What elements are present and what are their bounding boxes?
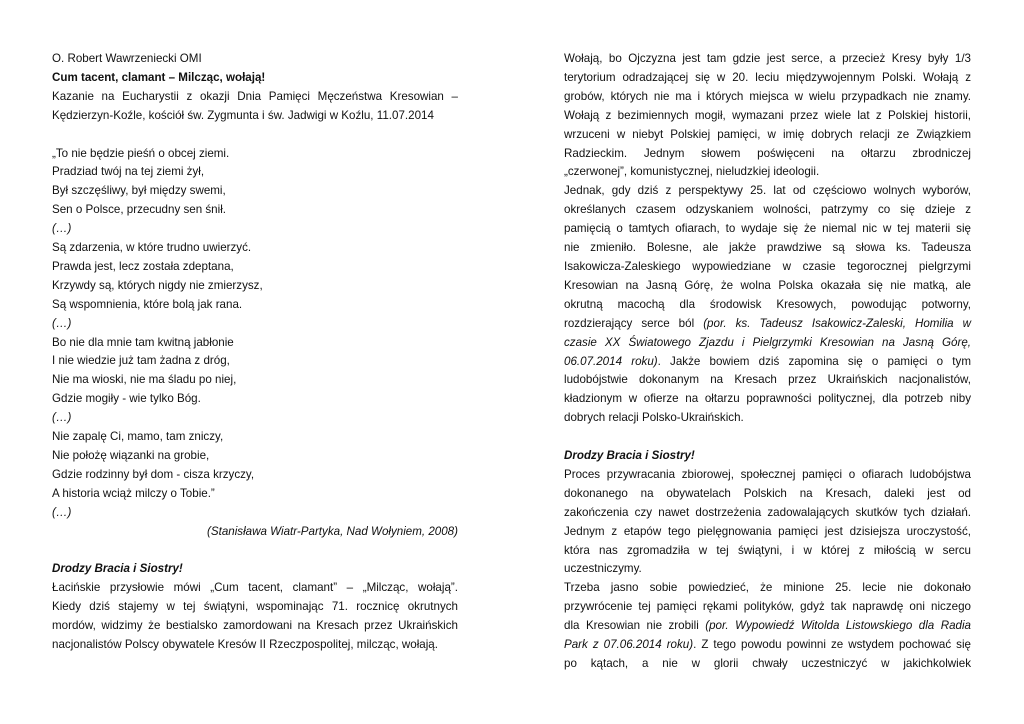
paragraph-line: Isakowicza-Zaleskiego wypowiedziane w czasie tegorocznej pielgrzymi [564,259,971,273]
poem-line: Był szczęśliwy, był między swemi, [52,184,226,198]
paragraph-line: Proces przywracania zbiorowej, społecznej pamięci o ofiarach ludobójstwa [564,467,971,481]
paragraph-line: wrzuceni w niebyt Polskiej pamięci, w imię dobrych relacji ze Związkiem [564,127,971,141]
poem-ellipsis: (…) [52,222,72,236]
paragraph-line: po kątach, a nie w glorii chwały uczestniczyć w jakichkolwiek [564,656,971,670]
paragraph-line: okrutną macochą dla środowisk Kresowych, powodując potworny, [564,297,971,311]
citation-run: (por. Wypowiedź Witolda Listowskiego dla Radia [705,619,971,633]
poem-line: A historia wciąż milczy o Tobie.” [52,486,215,500]
text-run: . Z tego powodu powinni ze wstydem pochować się [693,638,971,652]
citation-line: czasie XX Światowego Zjazdu i Pielgrzymki Kresowian na Jasną Górę, [564,335,971,349]
poem-line: I nie wiedzie już tam żadna z dróg, [52,354,230,368]
poem-line: Są zdarzenia, w które trudno uwierzyć. [52,241,252,255]
paragraph-line: nie zmieniło. Bolesne, ale jakże prawdziwe są słowa ks. Tadeusza [564,241,971,255]
paragraph-line: dobrych relacji Polsko-Ukraińskich. [564,411,744,425]
poem-citation: (Stanisława Wiatr-Partyka, Nad Wołyniem, 2008) [207,524,458,538]
spacer [52,542,458,561]
left-column [52,50,458,655]
text-run: rozdzierający serce ból [564,316,704,330]
paragraph-line: przywrócenie tej pamięci rękami polityków, gdyż tak naprawdę oni niczego [564,600,971,614]
paragraph-line: Wołają, bo Ojczyzna jest tam gdzie jest serce, a przecież Kresy były 1/3 [564,52,971,65]
poem [52,145,458,523]
poem-ellipsis: (…) [52,505,72,519]
paragraph-line [564,315,971,334]
paragraph-line: pamięcią o tamtych ofiarach, to wydaje się że niemal nic w tej materii się [564,222,971,236]
spacer [564,428,971,447]
text-run: dla Kresowian nie zrobili [564,619,706,633]
paragraph-line: ludobójstwie dokonanym na Kresach przez Ukraińskich nacjonalistów, [564,373,971,387]
paragraph-line: Kresowian na Jasną Górę, że wolna Polska okazała się nie matką, ale [564,278,971,292]
greeting: Drodzy Bracia i Siostry! [52,562,183,576]
paragraph-line [564,617,971,636]
poem-line: Bo nie dla mnie tam kwitną jabłonie [52,335,234,349]
citation-run: 06.07.2014 roku) [564,354,658,368]
paragraph-line: nacjonalistów Polscy obywatele Kresów II Rzeczpospolitej, milcząc, wołają. [52,638,438,652]
paragraph-line: terytorium odradzającej się w 20. leciu międzywojennym Polski. Wołają z [564,70,971,84]
citation-run: Park z 07.06.2014 roku) [564,638,694,652]
poem-ellipsis: (…) [52,411,72,425]
spacer [52,126,458,145]
paragraph-line [564,353,971,372]
poem-line: Prawda jest, lecz została zdeptana, [52,259,234,273]
paragraph-line: określanych czasem odzyskaniem wolności, patrzymy co się dzieje z [564,203,971,217]
paragraph-line: zakończenia czy nawet dostrzeżenia zadowalających skutków tych działań. [564,505,971,519]
paragraph-line: Kiedy dziś stajemy w tej świątyni, wspominając 71. rocznicę okrutnych [52,600,458,614]
greeting: Drodzy Bracia i Siostry! [564,449,695,463]
paragraph-line: która nas zgromadziła w tej świątyni, i w której z miłością w sercu [564,543,971,557]
paragraph-line: mordów, widzimy że bestialsko zamordowani na Kresach przez Ukraińskich [52,619,458,633]
poem-line: Nie ma wioski, nie ma śladu po niej, [52,373,237,387]
poem-line: Pradziad twój na tej ziemi żył, [52,165,205,179]
paragraph-line: grobów, których nie ma i których miejsca w wielu przypadkach nie znamy. [564,89,971,103]
paragraph-line: Jednak, gdy dziś z perspektywy 25. lat od częściowo wolnych wyborów, [564,184,971,198]
paragraph-line: Radzieckim. Jednym słowem poświęceni na ołtarzu zbrodniczej [564,146,971,160]
paragraph-line: dokonanego na obywatelach Polskich na Kresach, daleki jest od [564,486,971,500]
paragraph-line: Wołają z bezimiennych mogił, wymazani przez wiele lat z Polskiej historii, [564,108,971,122]
poem-line: Nie zapalę Ci, mamo, tam zniczy, [52,430,224,444]
poem-line: Gdzie rodzinny był dom - cisza krzyczy, [52,467,255,481]
paragraph-line: Jednym z etapów tego pielęgnowania pamięci jest dzisiejsza uroczystość, [564,524,971,538]
poem-line: „To nie będzie pieśń o obcej ziemi. [52,146,230,160]
paragraph-line [564,636,971,655]
occasion-line: Kędzierzyn-Koźle, kościół św. Zygmunta i św. Jadwigi w Koźlu, 11.07.2014 [52,108,434,122]
paragraph-line: Łacińskie przysłowie mówi „Cum tacent, clamant” – „Milcząc, wołają”. [52,581,458,595]
author-line: O. Robert Wawrzeniecki OMI [52,52,202,65]
poem-line: Krzywdy są, których nigdy nie zmierzysz, [52,278,263,292]
poem-line: Gdzie mogiły - wie tylko Bóg. [52,392,201,406]
poem-ellipsis: (…) [52,316,72,330]
paragraph-line: uczestniczymy. [564,562,642,576]
sermon-title: Cum tacent, clamant – Milcząc, wołają! [52,70,266,84]
text-run: . Jakże bowiem dziś zapomina się o pamięci o tym [657,354,971,368]
citation-run: (por. ks. Tadeusz Isakowicz-Zaleski, Homilia w [703,316,971,330]
paragraph-line: kładzionym w ofierze na ołtarzu poprawności politycznej, dla potrzeb niby [564,392,971,406]
poem-line: Sen o Polsce, przecudny sen śnił. [52,203,227,217]
paragraph-line: Trzeba jasno sobie powiedzieć, że minione 25. lecie nie dokonało [564,581,971,595]
poem-line: Są wspomnienia, które bolą jak rana. [52,297,243,311]
paragraph-line: „czerwonej”, komunistycznej, nieludzkiej ideologii. [564,165,820,179]
occasion-line: Kazanie na Eucharystii z okazji Dnia Pamięci Męczeństwa Kresowian – [52,89,458,103]
poem-line: Nie położę wiązanki na grobie, [52,449,210,463]
right-column [564,50,971,674]
